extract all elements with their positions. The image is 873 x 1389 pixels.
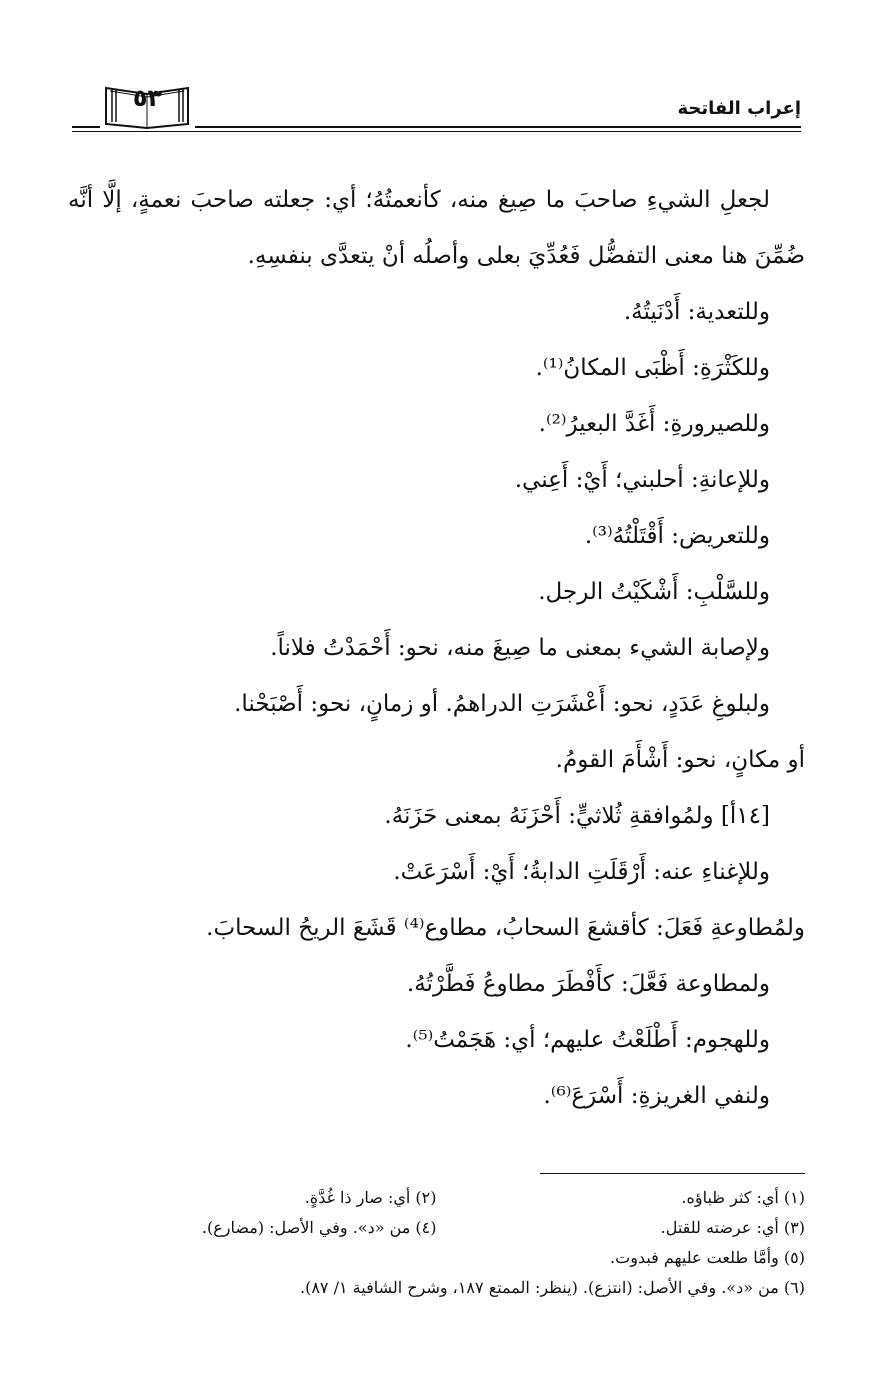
paragraph: وللتعريض: أَقْتَلْتُهُ⁽³⁾. [584,523,770,549]
paragraph: ولإصابة الشيء بمعنى ما صِيغَ منه، نحو: أَحْمَدْتُ فلاناً. [270,635,770,661]
footnote: (٢) أي: صار ذا غُدَّةٍ. [304,1188,437,1207]
footnote-row [68,1183,805,1213]
book-icon [100,78,195,130]
paragraph: وللهجوم: أَطْلَعْتُ عليهم؛ أي: هَجَمْتُ⁽⁵⁾. [405,1027,770,1053]
paragraph: ولنفي الغريزةِ: أَسْرَعَ⁽⁶⁾. [543,1083,770,1109]
paragraph: وللإغناءِ عنه: أَرْقَلَتِ الدابةُ؛ أَيْ: أَسْرَعَتْ. [393,859,770,885]
footnotes [68,1183,805,1303]
footnote: (١) أي: كثر ظباؤه. [681,1188,805,1207]
paragraph: وللسَّلْبِ: أَشْكَيْتُ الرجل. [538,579,770,605]
paragraph: ولبلوغِ عَدَدٍ، نحو: أَعْشَرَتِ الدراهمُ. أو زمانٍ، نحو: أَصْبَحْنا. [234,691,770,717]
paragraph: وللتعدية: أَدْنَيتُهُ. [623,299,770,325]
paragraph: [١٤أ] ولمُوافقةِ ثُلاثيٍّ: أَحْزَنَهُ بمعنى حَزَنَهُ. [384,803,770,829]
footnote: (٥) وأمَّا طلعت عليهم فبدوت. [610,1248,805,1267]
running-title: إعراب الفاتحة [677,98,801,119]
footnote: (٦) من «د». وفي الأصل: (انتزع). (ينظر: الممتع ١٨٧، وشرح الشافية ١/ ٨٧). [300,1278,805,1297]
paragraph: وللصيرورةِ: أَغَدَّ البعيرُ⁽²⁾. [538,411,770,437]
main-text [68,172,805,1124]
paragraph-continuation: أو مكانٍ، نحو: أَشْأَمَ القومُ. [555,747,805,773]
header-rule-thin [72,131,801,132]
footnote-row [68,1213,805,1243]
footnote: (٣) أي: عرضته للقتل. [660,1218,805,1237]
paragraph: ولمطاوعة فَعَّلَ: كأَفْطَرَ مطاوعُ فَطَّرْتُهُ. [406,971,770,997]
paragraph: لجعلِ الشيءِ صاحبَ ما صِيغ منه، كأنعمتُهُ؛ أي: جعلته صاحبَ نعمةٍ، إلَّا أنَّه ضُمِّنَ هنا معنى التفضُّل فَعُدِّيَ بعلى وأصلُه أنْ يتعدَّى بنفسِهِ. [68,187,805,269]
footnote-separator [540,1173,805,1174]
paragraph: وللكَثْرَةِ: أَظْبَى المكانُ⁽¹⁾. [535,355,770,381]
footnote: (٤) من «د». وفي الأصل: (مضارع). [201,1218,437,1237]
page-number: ٥٣ [132,84,163,112]
paragraph: ولمُطاوعةِ فَعَلَ: كأقشعَ السحابُ، مطاوع⁽⁴⁾ قَشَعَ الريحُ السحابَ. [206,915,805,941]
page-header [72,78,801,136]
paragraph: وللإعانةِ: أحلبني؛ أَيْ: أَعِني. [514,467,770,493]
